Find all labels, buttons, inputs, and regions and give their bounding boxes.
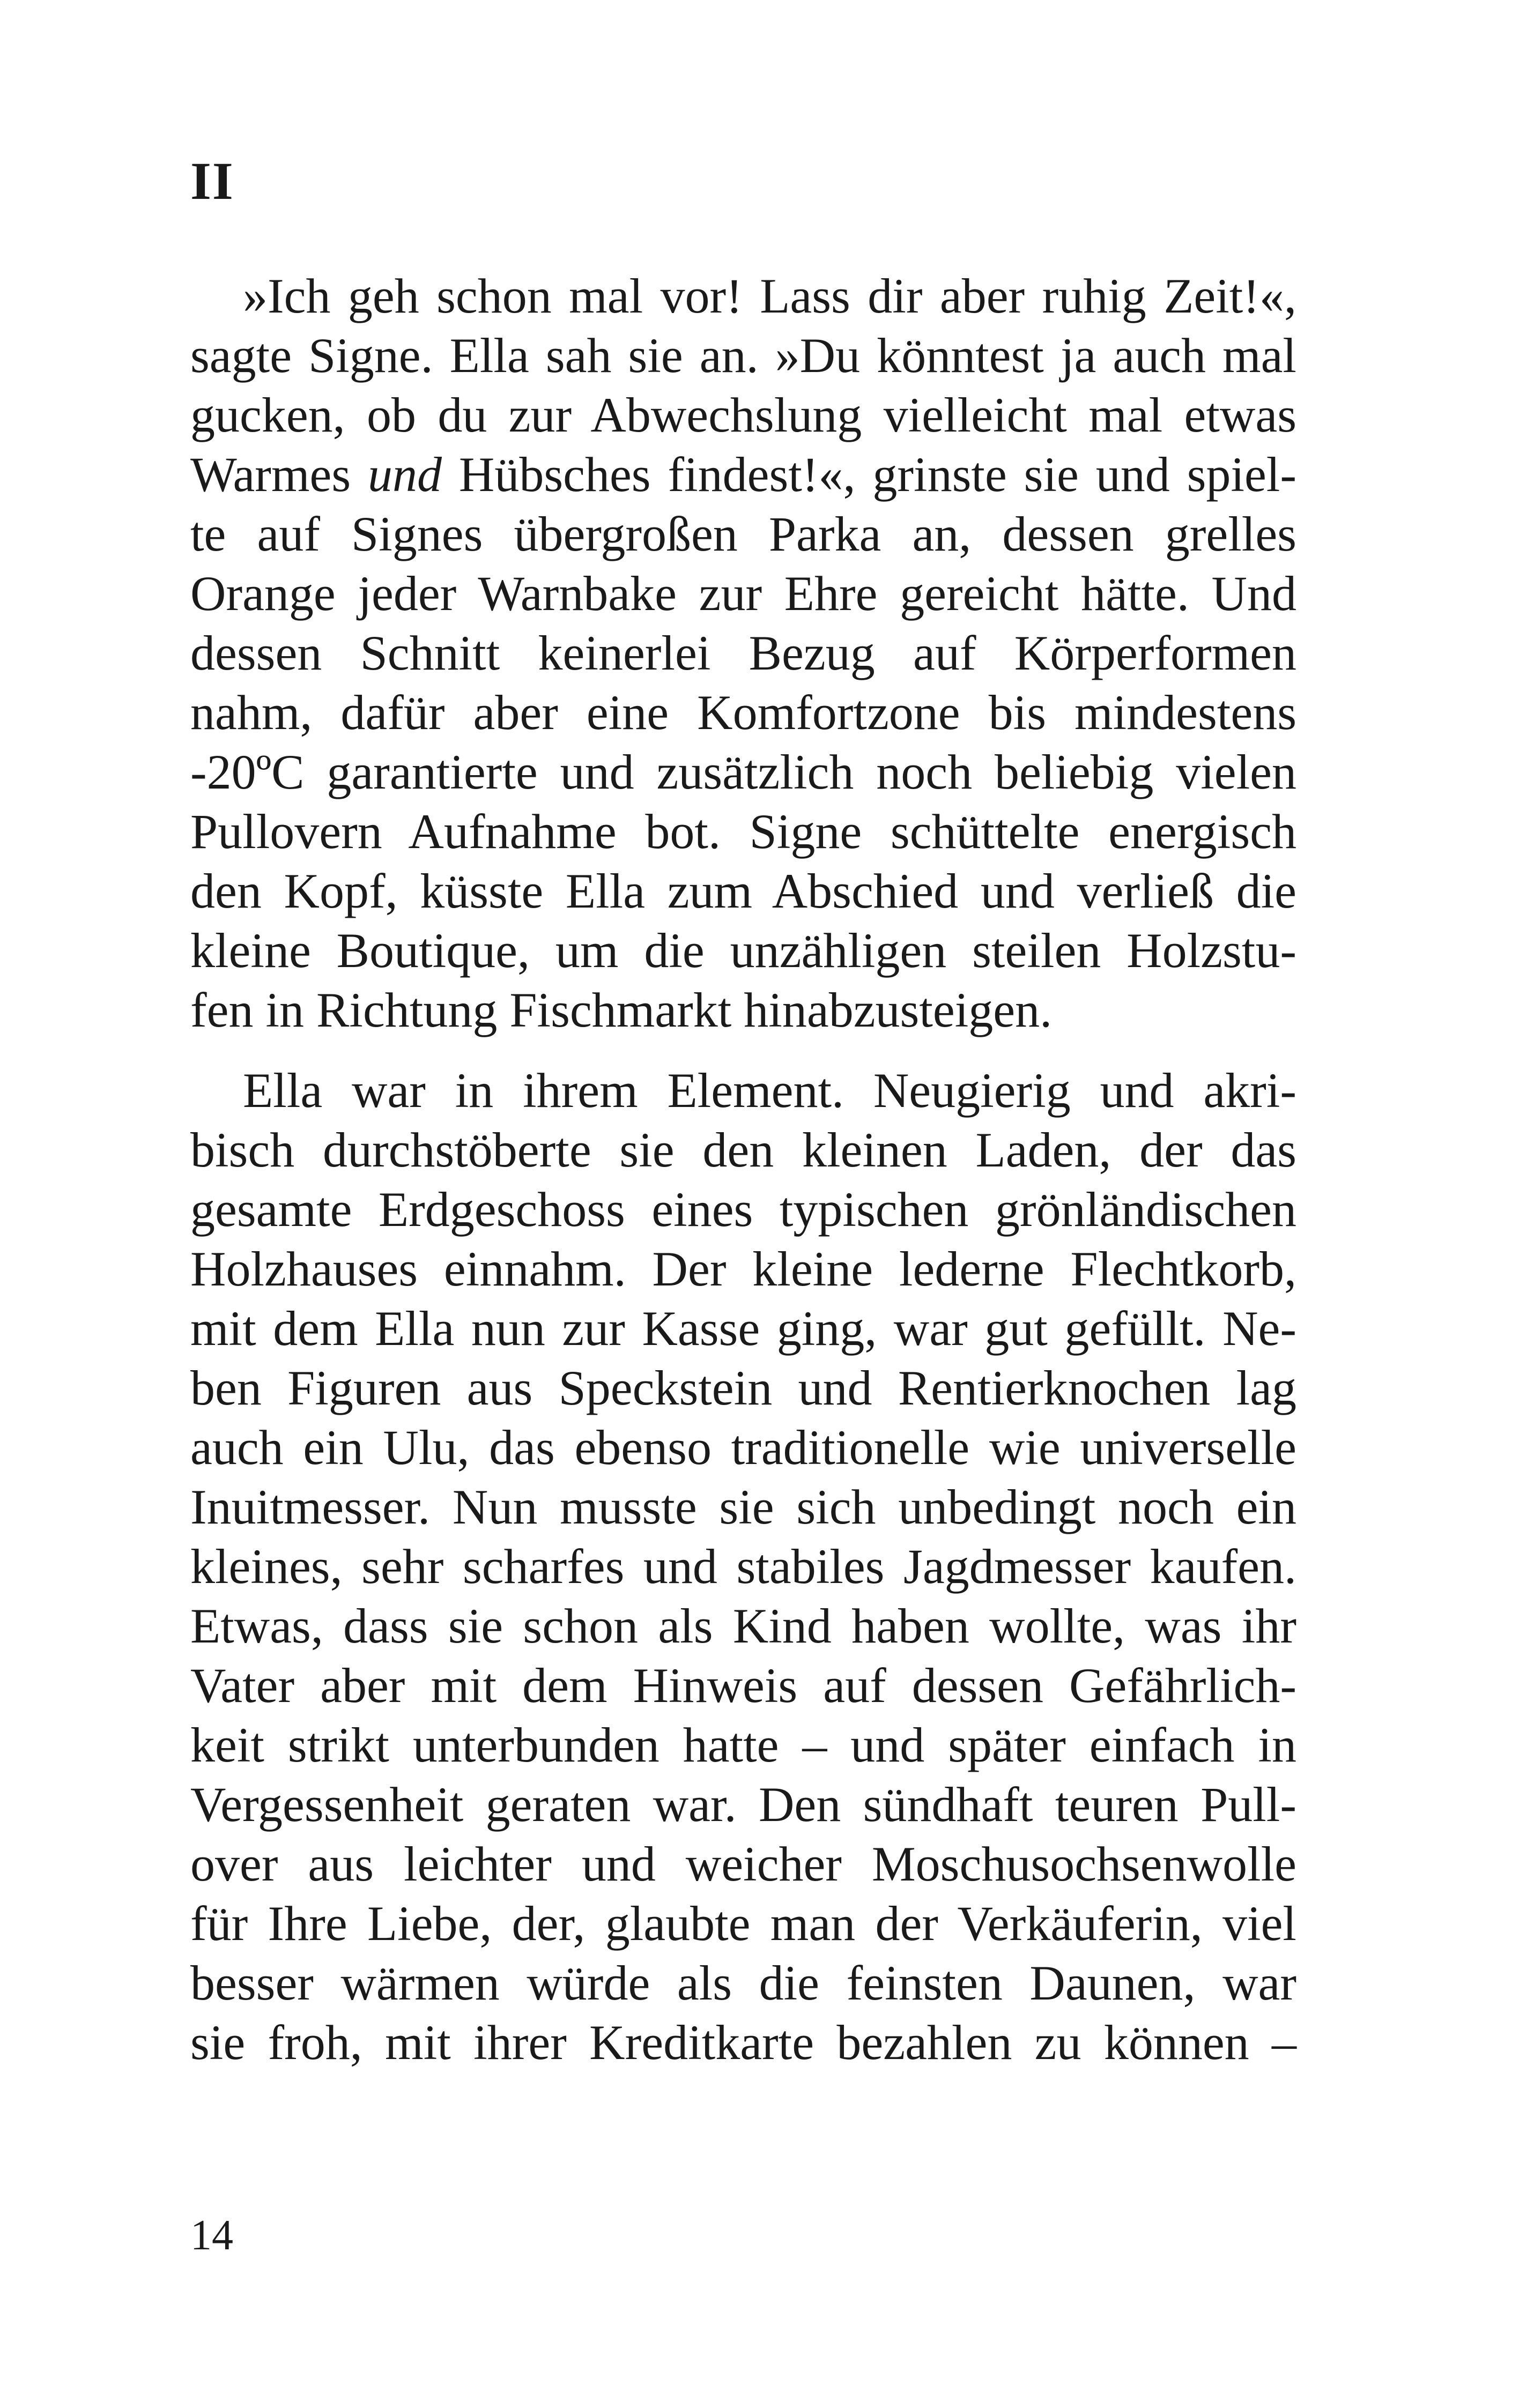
text-line: gucken, ob du zur Abwechslung vielleicht mal etwas bbox=[190, 388, 1296, 442]
text-line: kleines, sehr scharfes und stabiles Jagdmesser kaufen. bbox=[190, 1539, 1296, 1594]
text-line: over aus leichter und weicher Moschusochsenwolle bbox=[190, 1837, 1296, 1891]
text-line: ben Figuren aus Speckstein und Rentierknochen lag bbox=[190, 1361, 1296, 1415]
text-line: Etwas, dass sie schon als Kind haben wollte, was ihr bbox=[190, 1599, 1296, 1653]
text-line: auch ein Ulu, das ebenso traditionelle wie universelle bbox=[190, 1420, 1296, 1475]
text-line: sie froh, mit ihrer Kreditkarte bezahlen zu können – bbox=[190, 2015, 1296, 2070]
text-line: für Ihre Liebe, der, glaubte man der Verkäuferin, viel bbox=[190, 1896, 1296, 1951]
text-line: Orange jeder Warnbake zur Ehre gereicht hätte. Und bbox=[190, 566, 1296, 621]
text-line: bisch durchstöberte sie den kleinen Laden, der das bbox=[190, 1123, 1296, 1177]
text-line: Pullovern Aufnahme bot. Signe schüttelte energisch bbox=[190, 804, 1296, 859]
text-line: mit dem Ella nun zur Kasse ging, war gut gefüllt. Ne- bbox=[190, 1301, 1296, 1356]
text-line: nahm, dafür aber eine Komfortzone bis mindestens bbox=[190, 685, 1296, 740]
text-segment: Hübsches findest!«, grinste sie und spiel- bbox=[442, 447, 1296, 502]
text-line: kleine Boutique, um die unzähligen steilen Holzstu- bbox=[190, 923, 1296, 978]
text-line: besser wärmen würde als die feinsten Daunen, war bbox=[190, 1956, 1296, 2010]
text-line: Inuitmesser. Nun musste sie sich unbedingt noch ein bbox=[190, 1480, 1296, 1534]
text-line: Holzhauses einnahm. Der kleine lederne Flechtkorb, bbox=[190, 1242, 1296, 1296]
text-line: »Ich geh schon mal vor! Lass dir aber ruhig Zeit!«, bbox=[243, 269, 1296, 323]
text-line: Vergessenheit geraten war. Den sündhaft teuren Pull- bbox=[190, 1777, 1296, 1832]
paragraph-1 bbox=[190, 266, 1296, 1040]
page-number: 14 bbox=[190, 2212, 233, 2259]
chapter-heading: II bbox=[190, 151, 234, 211]
text-line: den Kopf, küsste Ella zum Abschied und verließ die bbox=[190, 864, 1296, 918]
emphasized-word: und bbox=[368, 447, 442, 502]
text-line: fen in Richtung Fischmarkt hinabzusteigen. bbox=[190, 983, 1053, 1037]
text-line-with-emphasis bbox=[190, 445, 1296, 504]
text-line: Vater aber mit dem Hinweis auf dessen Gefährlich- bbox=[190, 1658, 1296, 1713]
text-line: sagte Signe. Ella sah sie an. »Du könntest ja auch mal bbox=[190, 328, 1296, 383]
text-line: gesamte Erdgeschoss eines typischen grönländischen bbox=[190, 1182, 1296, 1237]
text-line: keit strikt unterbunden hatte – und später einfach in bbox=[190, 1718, 1296, 1772]
text-line: te auf Signes übergroßen Parka an, dessen grelles bbox=[190, 507, 1296, 561]
paragraph-2 bbox=[190, 1061, 1296, 2072]
text-line: dessen Schnitt keinerlei Bezug auf Körperformen bbox=[190, 626, 1296, 680]
text-segment: Warmes bbox=[190, 447, 368, 502]
text-line: Ella war in ihrem Element. Neugierig und akri- bbox=[243, 1063, 1296, 1118]
text-line: -20ºC garantierte und zusätzlich noch beliebig vielen bbox=[190, 745, 1296, 799]
